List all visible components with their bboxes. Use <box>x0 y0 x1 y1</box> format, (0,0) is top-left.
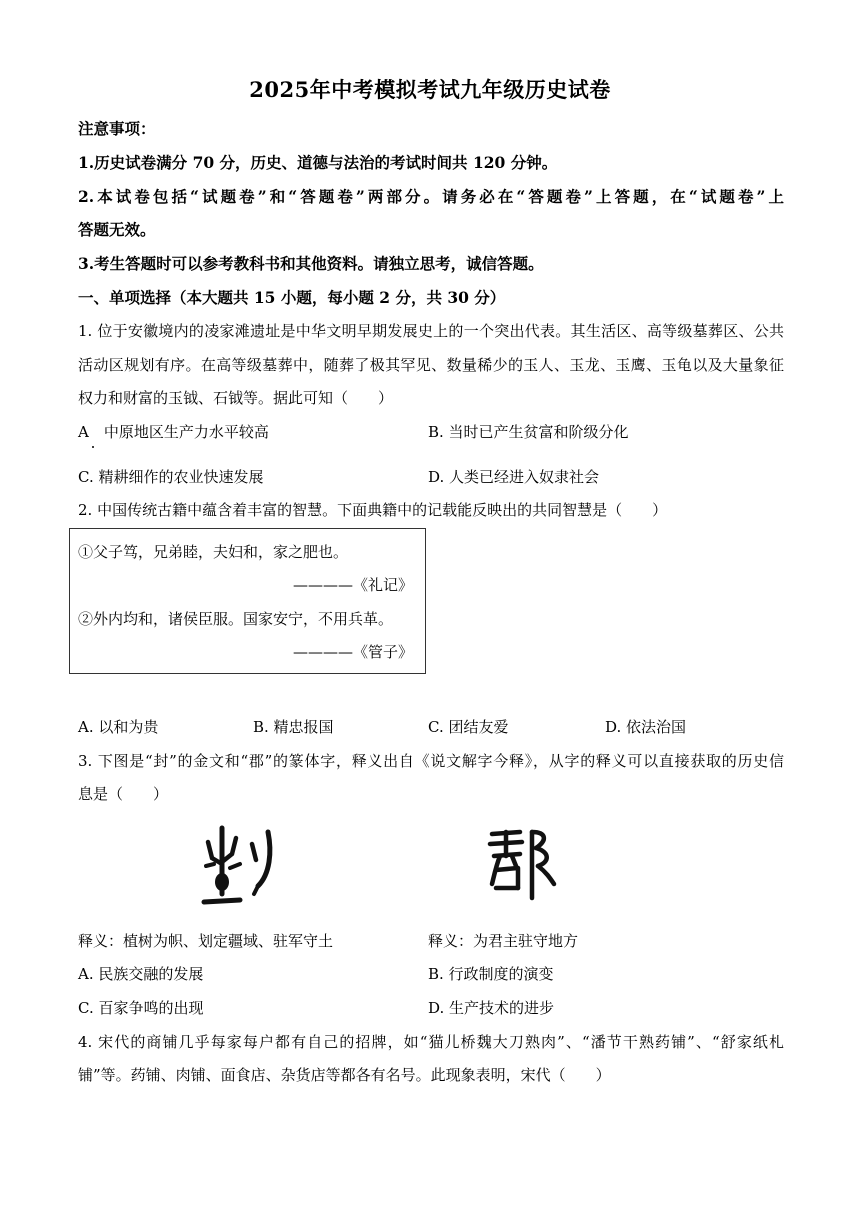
question-3-option-d: D. 生产技术的进步 <box>428 999 555 1017</box>
quote-box <box>69 528 426 674</box>
question-1-line-2: 活动区规划有序。在高等级墓葬中，随葬了极其罕见、数量稀少的玉人、玉龙、玉鹰、玉龟以及大量象征 <box>78 356 784 374</box>
question-1-option-c: C. 精耕细作的农业快速发展 <box>78 468 264 486</box>
quote-1: ①父子笃，兄弟睦，夫妇和，家之肥也。 <box>78 543 349 561</box>
question-1-option-a: A 中原地区生产力水平较高 <box>78 423 269 441</box>
question-3-option-c: C. 百家争鸣的出现 <box>78 999 204 1017</box>
question-3-caption-left: 释义：植树为帜、划定疆域、驻军守土 <box>78 932 334 950</box>
quote-1-source: ————《礼记》 <box>292 576 413 594</box>
question-1-line-3: 权力和财富的玉钺、石钺等。据此可知（ ） <box>78 389 394 407</box>
quote-2: ②外内均和，诸侯臣服。国家安宁，不用兵革。 <box>78 610 394 628</box>
quote-2-source: ————《管子》 <box>292 643 413 661</box>
question-2-option-c: C. 团结友爱 <box>428 718 509 736</box>
question-4-line-1: 4. 宋代的商铺几乎每家每户都有自己的招牌，如“猫儿桥魏大刀熟肉”、“潘节干熟药铺”、“舒家纸札 <box>78 1033 784 1051</box>
question-1-option-b: B. 当时已产生贫富和阶级分化 <box>428 423 629 441</box>
question-3-line-2: 息是（ ） <box>78 785 169 803</box>
section-1-heading: 一、单项选择（本大题共 15 小题，每小题 2 分，共 30 分） <box>78 288 506 307</box>
question-3-caption-right: 释义：为君主驻守地方 <box>428 932 579 950</box>
question-2-option-b: B. 精忠报国 <box>253 718 334 736</box>
notice-item-3: 3.考生答题时可以参考教科书和其他资料。请独立思考，诚信答题。 <box>78 254 544 273</box>
notice-item-2-line-2: 答题无效。 <box>78 220 156 239</box>
question-3-option-b: B. 行政制度的演变 <box>428 965 554 983</box>
notice-heading: 注意事项： <box>78 119 156 138</box>
question-2-option-a: A. 以和为贵 <box>78 718 159 736</box>
question-3-line-1: 3. 下图是“封”的金文和“郡”的篆体字，释义出自《说文解字今释》，从字的释义可以直接获取的历史信 <box>78 752 784 770</box>
question-3-option-a: A. 民族交融的发展 <box>78 965 204 983</box>
question-4-line-2: 铺”等。药铺、肉铺、面食店、杂货店等都各有名号。此现象表明，宋代（ ） <box>78 1066 611 1084</box>
feng-bronze-inscription-image <box>200 824 284 910</box>
jun-seal-script-image <box>486 826 560 906</box>
question-2-line-1: 2. 中国传统古籍中蕴含着丰富的智慧。下面典籍中的记载能反映出的共同智慧是（ ） <box>78 501 668 519</box>
question-2-option-d: D. 依法治国 <box>605 718 687 736</box>
notice-item-2-line-1: 2.本试卷包括“试题卷”和“答题卷”两部分。请务必在“答题卷”上答题，在“试题卷”上 <box>78 187 784 206</box>
exam-title: 2025年中考模拟考试九年级历史试卷 <box>249 77 611 102</box>
question-1-line-1: 1. 位于安徽境内的凌家滩遗址是中华文明早期发展史上的一个突出代表。其生活区、高等级墓葬区、公共 <box>78 322 784 340</box>
stray-dot <box>92 446 94 448</box>
notice-item-1: 1.历史试卷满分 70 分，历史、道德与法治的考试时间共 120 分钟。 <box>78 153 558 172</box>
question-1-option-d: D. 人类已经进入奴隶社会 <box>428 468 600 486</box>
